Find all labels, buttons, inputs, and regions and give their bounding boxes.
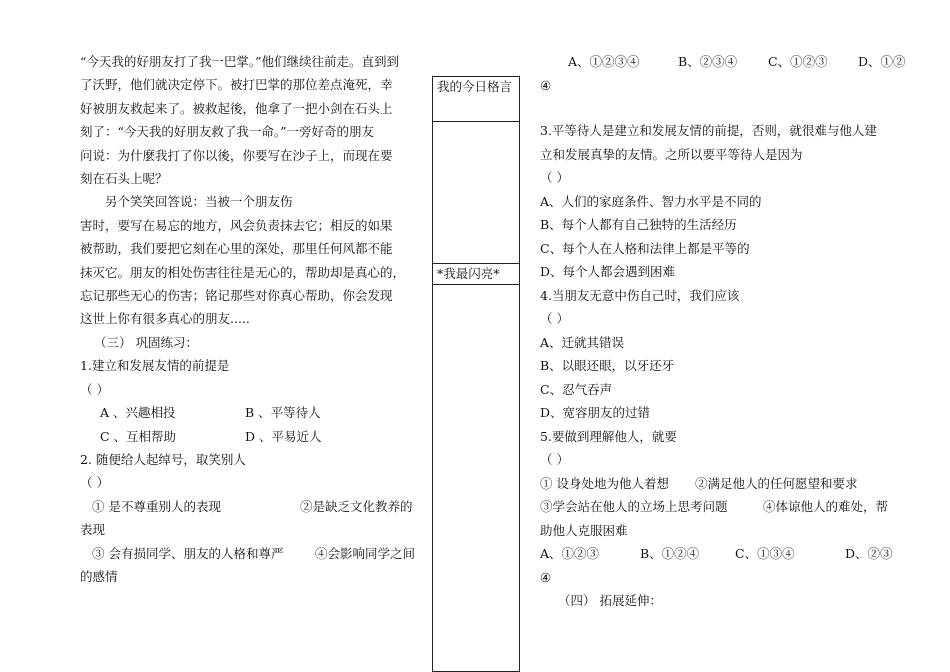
q3-option-b: B、每个人都有自己独特的生活经历 <box>540 217 737 232</box>
story-line: 刻了：“今天我的好朋友救了我一命。”一旁好奇的朋友 <box>80 124 375 140</box>
right-column <box>540 50 912 613</box>
q1-options-row <box>80 425 432 448</box>
q5-statement-row <box>540 495 912 519</box>
q2-statement-row <box>80 542 432 565</box>
answer-paren: （ ） <box>540 170 569 185</box>
q2-statement-3: ③ 会有损同学、朋友的人格和尊严 <box>92 545 284 561</box>
q2-statement-4-cont: 的感情 <box>80 568 118 584</box>
answer-line: 抹灭它。朋友的相处伤害往往是无心的，帮助却是真心的， <box>80 264 406 280</box>
q4-option-d: D、宽容朋友的过错 <box>540 405 651 420</box>
story-line: 问说：为什麼我打了你以後，你要写在沙子上，而现在要 <box>80 147 393 163</box>
question-4: 4.当朋友无意中伤自己时，我们应该 <box>540 287 740 303</box>
q1-options-row <box>80 401 432 424</box>
q5-statement-4-cont: 助他人克服困难 <box>540 522 628 538</box>
spacer <box>540 97 912 119</box>
story-line: 好被朋友救起来了。被救起後，他拿了一把小剑在石头上 <box>80 100 393 116</box>
question-5: 5.要做到理解他人，就要 <box>540 428 677 444</box>
q5-option-d: D、②③ <box>845 546 893 561</box>
question-2: 2. 随便给人起绰号，取笑别人 <box>80 451 246 467</box>
q2-option-b: B、②③④ <box>678 54 738 69</box>
q4-option-a: A、迁就其错误 <box>540 334 625 350</box>
q5-option-b: B、①②④ <box>640 546 700 561</box>
q5-option-a: A、①②③ <box>540 546 600 561</box>
answer-line: 这世上你有很多真心的朋友..... <box>80 311 250 327</box>
q5-statement-2: ②满足他人的任何愿望和要求 <box>695 475 858 491</box>
shine-label: *我最闪亮* <box>433 264 519 285</box>
q5-statement-row <box>540 472 912 496</box>
question-3: 3.平等待人是建立和发展友情的前提，否则，就很难与他人建 <box>540 123 877 138</box>
q2-statement-4: ④会影响同学之间 <box>315 545 416 561</box>
answer-line: 害时，要写在易忘的地方，风会负责抹去它；相反的如果 <box>80 217 393 233</box>
q1-option-a: A 、兴趣相投 <box>100 405 176 421</box>
story-line: “今天我的好朋友打了我一巴掌。”他们继续往前走。直到到 <box>80 54 400 69</box>
q5-option-c: C、①③④ <box>735 546 795 561</box>
motto-write-area[interactable] <box>433 122 519 264</box>
motto-label: 我的今日格言 <box>433 77 519 122</box>
q5-option-d-cont: ④ <box>540 569 552 585</box>
story-line: 了沃野，他们就决定停下。被打巴掌的那位差点淹死，幸 <box>80 77 393 93</box>
answer-line: 被帮助，我们要把它刻在心里的深处，那里任何风都不能 <box>80 241 393 257</box>
q5-statement-4: ④体谅他人的难处，帮 <box>763 499 889 514</box>
q5-answer-options <box>540 542 912 566</box>
story-line: 刻在石头上呢？ <box>80 171 168 187</box>
section-heading-4: （四） 拓展延伸： <box>558 593 662 608</box>
question-3-cont: 立和发展真挚的友情。之所以要平等待人是因为 <box>540 146 803 162</box>
q1-option-c: C 、互相帮助 <box>100 428 177 444</box>
q1-option-d: D 、平易近人 <box>245 428 322 444</box>
answer-paren: （ ） <box>80 475 109 491</box>
answer-line: 忘记那些无心的伤害；铭记那些对你真心帮助，你会发现 <box>80 288 393 304</box>
q2-statement-1: ① 是不尊重别人的表现 <box>92 498 221 514</box>
question-1: 1.建立和发展友情的前提是 <box>80 358 230 374</box>
answer-line: 另个笑笑回答说：当被一个朋友伤 <box>105 194 293 210</box>
answer-paren: （ ） <box>540 311 569 326</box>
q2-answer-options <box>540 50 912 74</box>
q4-option-c: C、忍气吞声 <box>540 381 613 397</box>
shine-write-area[interactable] <box>433 285 519 665</box>
q4-option-b: B、以眼还眼，以牙还牙 <box>540 358 675 373</box>
q5-statement-1: ① 设身处地为他人着想 <box>540 475 669 491</box>
answer-paren: （ ） <box>540 452 569 467</box>
q2-statement-row <box>80 495 432 518</box>
q2-statement-2-cont: 表现 <box>80 522 106 538</box>
q3-option-d: D、每个人都会遇到困难 <box>540 264 676 279</box>
q1-option-b: B 、平等待人 <box>245 405 321 421</box>
sidebar-box <box>432 76 520 672</box>
answer-paren: （ ） <box>80 381 109 397</box>
q2-option-c: C、①②③ <box>768 54 828 69</box>
q3-option-a: A、人们的家庭条件、智力水平是不同的 <box>540 193 762 209</box>
q3-option-c: C、每个人在人格和法律上都是平等的 <box>540 240 750 256</box>
q2-option-d-cont: ④ <box>540 77 552 93</box>
q5-statement-3: ③学会站在他人的立场上思考问题 <box>540 499 728 514</box>
left-column <box>80 50 432 588</box>
section-heading-3: （三） 巩固练习： <box>94 334 198 350</box>
q2-option-a: A、①②③④ <box>568 54 640 69</box>
q2-statement-2: ②是缺乏文化教养的 <box>300 498 413 514</box>
q2-option-d: D、①② <box>858 54 906 69</box>
